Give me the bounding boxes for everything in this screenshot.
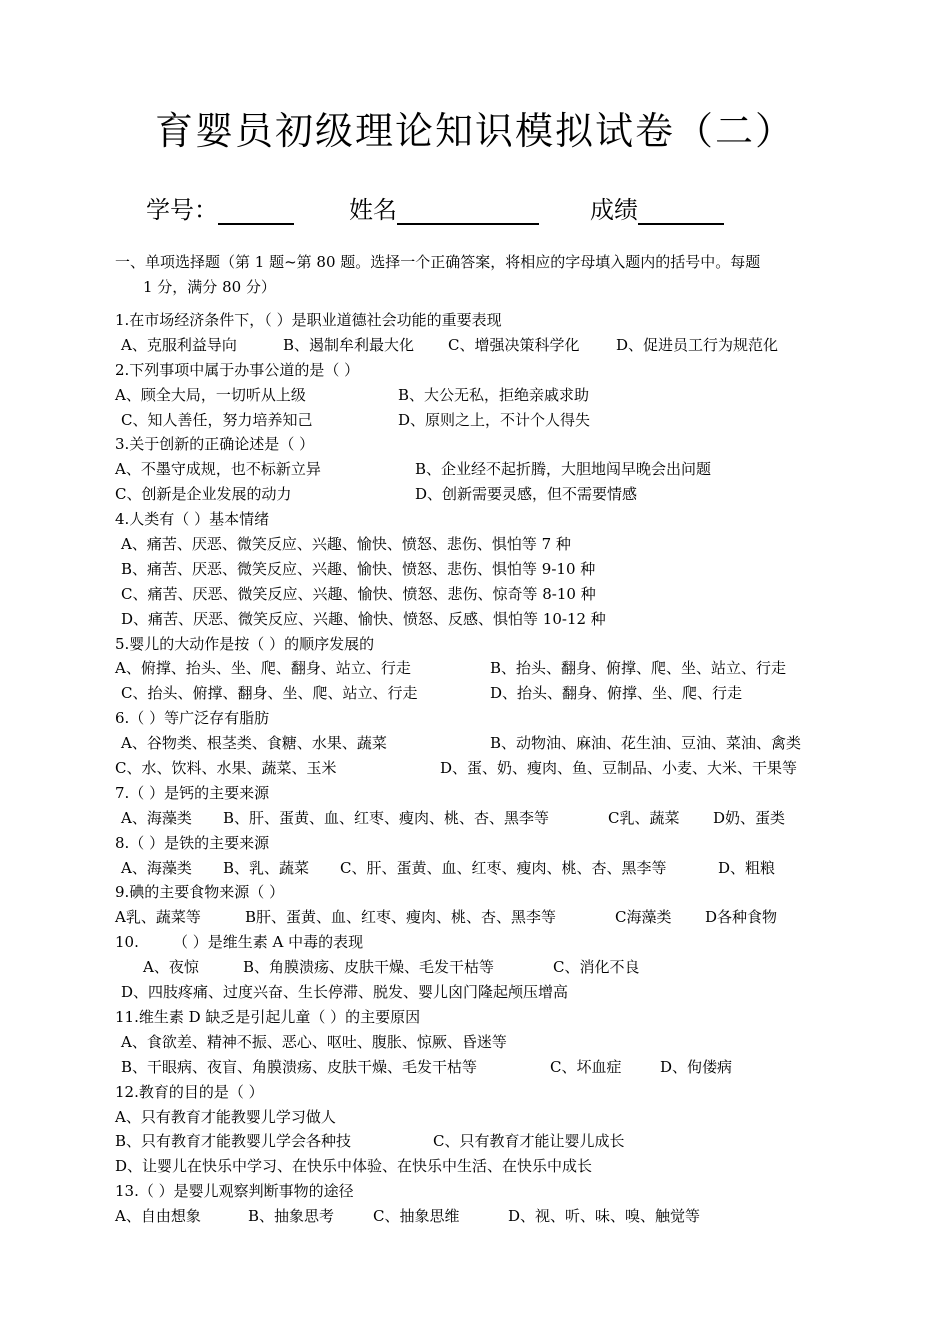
option-d[interactable]: D、痛苦、厌恶、微笑反应、兴趣、愉快、愤怒、反感、惧怕等 10-12 种 (121, 609, 606, 628)
option-b[interactable]: B肝、蛋黄、血、红枣、瘦肉、桃、杏、黑李等 (245, 908, 557, 927)
instructions-line-2: 1 分，满分 80 分） (143, 278, 276, 296)
option-d[interactable]: D、粗粮 (718, 858, 776, 877)
option-row (115, 980, 855, 1005)
option-c[interactable]: C、坏血症 (550, 1057, 622, 1076)
question-stem (115, 706, 855, 731)
option-d[interactable]: D、抬头、翻身、俯撑、坐、爬、行走 (490, 684, 743, 703)
option-row (115, 756, 855, 781)
question-stem (115, 930, 855, 955)
option-a[interactable]: A、克服利益导向 (121, 335, 237, 354)
option-b[interactable]: B、肝、蛋黄、血、红枣、瘦肉、桃、杏、黑李等 (223, 808, 550, 827)
option-a[interactable]: A、谷物类、根茎类、食糖、水果、蔬菜 (121, 734, 387, 753)
option-a[interactable]: A、顾全大局，一切听从上级 (115, 385, 306, 404)
question-stem (115, 781, 855, 806)
question-stem (115, 1179, 855, 1204)
question-11-stem: 11.维生素 D 缺乏是引起儿童（ ）的主要原因 (115, 1007, 421, 1026)
question-8-stem: 8.（ ）是铁的主要来源 (115, 833, 270, 852)
option-row (115, 731, 855, 756)
name-blank[interactable] (397, 193, 539, 225)
option-row (115, 1204, 855, 1229)
option-d[interactable]: D、促进员工行为规范化 (616, 335, 779, 354)
option-row (115, 333, 855, 358)
option-c[interactable]: C、痛苦、厌恶、微笑反应、兴趣、愉快、愤怒、悲伤、惊奇等 8-10 种 (121, 584, 596, 603)
option-a[interactable]: A、俯撑、抬头、坐、爬、翻身、站立、行走 (115, 659, 411, 678)
option-row (115, 408, 855, 433)
option-c[interactable]: C、只有教育才能让婴儿成长 (433, 1132, 625, 1151)
option-a[interactable]: A、痛苦、厌恶、微笑反应、兴趣、愉快、愤怒、悲伤、惧怕等 7 种 (121, 535, 571, 554)
option-d[interactable]: D奶、蛋类 (713, 808, 786, 827)
question-10-number: 10. (115, 933, 139, 952)
option-b[interactable]: B、乳、蔬菜 (223, 858, 310, 877)
option-a[interactable]: A、自由想象 (115, 1207, 201, 1226)
option-row (115, 457, 855, 482)
question-stem (115, 358, 855, 383)
option-row (115, 1055, 855, 1080)
option-row (115, 482, 855, 507)
option-a[interactable]: A、海藻类 (121, 858, 192, 877)
option-c[interactable]: C、消化不良 (553, 958, 640, 977)
option-d[interactable]: D各种食物 (705, 908, 778, 927)
question-13-stem: 13.（ ）是婴儿观察判断事物的途径 (115, 1182, 354, 1201)
question-5-stem: 5.婴儿的大动作是按（ ）的顺序发展的 (115, 634, 375, 653)
option-c[interactable]: C海藻类 (615, 908, 672, 927)
option-row (115, 1105, 855, 1130)
option-row (115, 557, 855, 582)
question-4-stem: 4.人类有（ ）基本情绪 (115, 510, 270, 529)
question-stem (115, 1005, 855, 1030)
name-field (349, 190, 539, 225)
option-a[interactable]: A、海藻类 (121, 808, 192, 827)
option-b[interactable]: B、抬头、翻身、俯撑、爬、坐、站立、行走 (490, 659, 787, 678)
score-label: 成绩 (590, 196, 638, 224)
option-a[interactable]: A乳、蔬菜等 (115, 908, 201, 927)
option-b[interactable]: B、动物油、麻油、花生油、豆油、菜油、禽类 (490, 734, 802, 753)
option-d[interactable]: D、视、听、味、嗅、触觉等 (508, 1207, 701, 1226)
option-row (115, 856, 855, 881)
question-1-stem: 1.在市场经济条件下，（ ）是职业道德社会功能的重要表现 (115, 311, 502, 329)
question-stem (115, 831, 855, 856)
option-c[interactable]: C、抽象思维 (373, 1207, 460, 1226)
question-list (115, 308, 855, 1229)
option-c[interactable]: C、抬头、俯撑、翻身、坐、爬、站立、行走 (121, 684, 418, 703)
question-stem (115, 432, 855, 457)
option-b[interactable]: B、只有教育才能教婴儿学会各种技 (115, 1132, 352, 1151)
option-b[interactable]: B、角膜溃疡、皮肤干燥、毛发干枯等 (243, 958, 495, 977)
question-10-stem: （ ）是维生素 A 中毒的表现 (173, 933, 364, 952)
option-d[interactable]: D、佝偻病 (660, 1057, 733, 1076)
question-3-stem: 3.关于创新的正确论述是（ ） (115, 435, 315, 454)
option-row (115, 905, 855, 930)
student-id-blank[interactable] (218, 193, 294, 225)
question-6-stem: 6.（ ）等广泛存有脂肪 (115, 709, 270, 728)
option-a[interactable]: A、不墨守成规，也不标新立异 (115, 460, 321, 479)
option-row (115, 1030, 855, 1055)
option-row (115, 383, 855, 408)
name-label: 姓名 (349, 196, 397, 224)
option-row (115, 607, 855, 632)
page-title: 育婴员初级理论知识模拟试卷（二） (154, 109, 795, 153)
option-d[interactable]: D、蛋、奶、瘦肉、鱼、豆制品、小麦、大米、干果等 (440, 759, 798, 778)
option-a[interactable]: A、只有教育才能教婴儿学习做人 (115, 1107, 336, 1126)
question-7-stem: 7.（ ）是钙的主要来源 (115, 783, 270, 802)
question-12-stem: 12.教育的目的是（ ） (115, 1082, 264, 1101)
student-id-label: 学号： (146, 196, 218, 224)
option-c[interactable]: C、增强决策科学化 (448, 335, 580, 354)
option-row (115, 1154, 855, 1179)
option-c[interactable]: C、水、饮料、水果、蔬菜、玉米 (115, 759, 337, 778)
question-stem (115, 632, 855, 657)
score-field (590, 190, 724, 225)
option-a[interactable]: A、食欲差、精神不振、恶心、呕吐、腹胀、惊厥、昏迷等 (121, 1032, 507, 1051)
option-c[interactable]: C乳、蔬菜 (608, 808, 680, 827)
instructions-line-1: 一、单项选择题（第 1 题~第 80 题。选择一个正确答案，将相应的字母填入题内的括号中。每题 (115, 253, 761, 271)
option-row (115, 582, 855, 607)
question-stem (115, 1080, 855, 1105)
option-b[interactable]: B、抽象思考 (248, 1207, 335, 1226)
question-stem (115, 308, 855, 333)
option-row (115, 806, 855, 831)
score-blank[interactable] (638, 193, 724, 225)
option-c[interactable]: C、肝、蛋黄、血、红枣、瘦肉、桃、杏、黑李等 (340, 858, 667, 877)
question-9-stem: 9.碘的主要食物来源（ ） (115, 883, 285, 902)
option-c[interactable]: C、知人善任，努力培养知己 (121, 410, 313, 429)
option-d[interactable]: D、原则之上，不计个人得失 (398, 410, 591, 429)
option-d[interactable]: D、创新需要灵感，但不需要情感 (415, 485, 638, 504)
option-d[interactable]: D、四肢疼痛、过度兴奋、生长停滞、脱发、婴儿囟门隆起颅压增高 (121, 983, 569, 1002)
option-row (115, 681, 855, 706)
option-b[interactable]: B、大公无私，拒绝亲戚求助 (398, 385, 590, 404)
section-instructions (115, 250, 835, 300)
question-stem (115, 880, 855, 905)
option-b[interactable]: B、遏制牟利最大化 (283, 335, 415, 354)
option-b[interactable]: B、干眼病、夜盲、角膜溃疡、皮肤干燥、毛发干枯等 (121, 1057, 478, 1076)
question-2-stem: 2.下列事项中属于办事公道的是（ ） (115, 360, 360, 379)
option-row (115, 955, 855, 980)
option-a[interactable]: A、夜惊 (143, 958, 199, 977)
question-stem (115, 507, 855, 532)
option-c[interactable]: C、创新是企业发展的动力 (115, 485, 292, 504)
student-id-field (146, 190, 294, 225)
option-row (115, 1129, 855, 1154)
option-b[interactable]: B、企业经不起折腾，大胆地闯早晚会出问题 (415, 460, 712, 479)
option-d[interactable]: D、让婴儿在快乐中学习、在快乐中体验、在快乐中生活、在快乐中成长 (115, 1157, 593, 1176)
option-row (115, 656, 855, 681)
option-b[interactable]: B、痛苦、厌恶、微笑反应、兴趣、愉快、愤怒、悲伤、惧怕等 9-10 种 (121, 559, 596, 578)
option-row (115, 532, 855, 557)
